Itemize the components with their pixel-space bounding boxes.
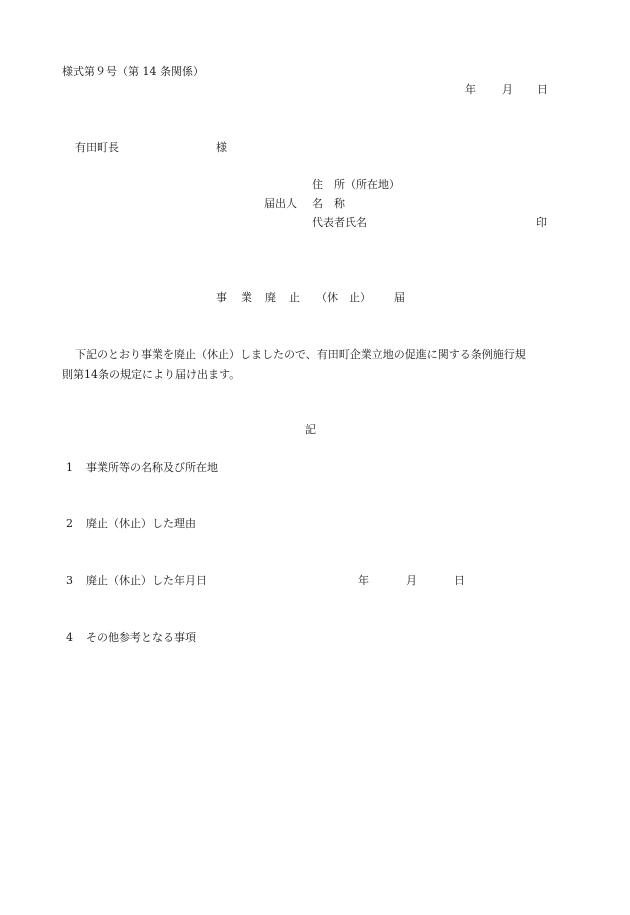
title-char-4: 止 [289,291,300,304]
body-text-line-1: 下記のとおり事業を廃止（休止）しましたので、有田町企業立地の促進に関する条例施行規 [75,348,526,361]
applicant-address-label: 住 所（所在地） [312,178,400,191]
item-4-label: その他参考となる事項 [86,631,196,644]
item-1-label: 事業所等の名称及び所在地 [86,461,218,474]
title-paren: （休 止） [316,291,371,304]
title-char-5: 届 [394,291,405,304]
item-3-day-label: 日 [454,574,465,587]
item-2-label: 廃止（休止）した理由 [86,517,196,530]
title-char-3: 廃 [265,291,276,304]
title-char-1: 事 [216,291,227,304]
title-char-2: 業 [241,291,252,304]
ki-heading: 記 [305,423,316,436]
item-3-number: 3 [66,574,73,587]
applicant-representative-label: 代表者氏名 [312,216,367,229]
addressee-honorific: 様 [216,141,227,154]
form-label: 様式第９号（第 14 条関係） [62,65,204,78]
item-4-number: 4 [66,631,73,644]
date-year-label: 年 [465,83,476,96]
addressee-name: 有田町長 [75,141,119,154]
applicant-name-label: 名 称 [312,197,345,210]
body-text-line-2: 則第14条の規定により届け出ます。 [62,368,241,381]
item-1-number: 1 [66,461,73,474]
applicant-role-label: 届出人 [264,197,297,210]
item-3-year-label: 年 [358,574,369,587]
date-day-label: 日 [537,83,548,96]
date-month-label: 月 [502,83,513,96]
item-3-label: 廃止（休止）した年月日 [86,574,207,587]
seal-mark: 印 [536,216,547,229]
item-3-month-label: 月 [406,574,417,587]
item-2-number: 2 [66,517,73,530]
